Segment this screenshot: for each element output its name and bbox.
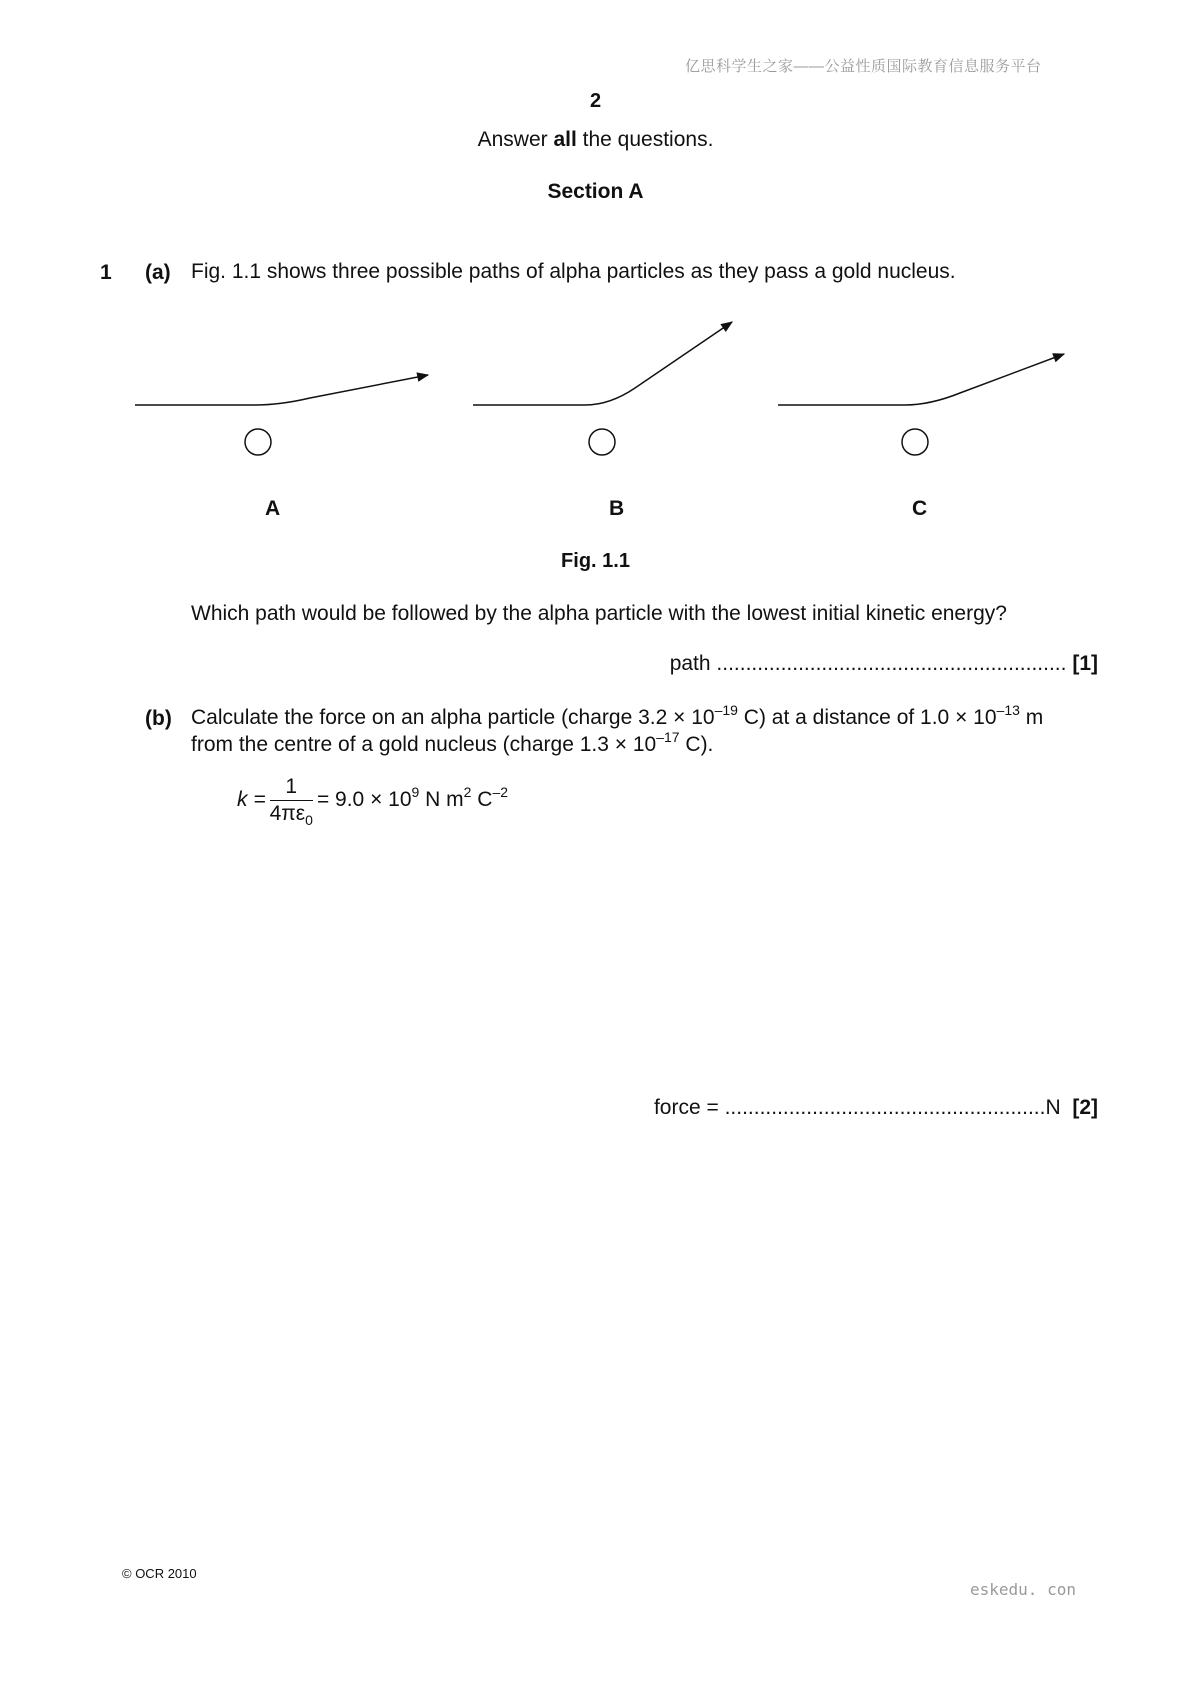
formula-numerator: 1 [270,775,313,801]
section-title: Section A [547,180,644,203]
part-a-marks: [1] [1072,652,1098,675]
formula-fraction [270,775,313,826]
instruction [0,128,1191,152]
part-b-exp-3: –17 [656,729,680,745]
figure-caption: Fig. 1.1 [561,550,630,572]
part-b-exp-1: –19 [714,702,738,718]
part-a-text: Fig. 1.1 shows three possible paths of alpha particles as they pass a gold nucleus. [191,260,956,283]
part-b-text [191,704,1098,758]
formula-rhs-c: C [471,788,493,812]
part-a-answer-prefix: path [669,652,711,675]
nucleus-c [902,429,928,455]
part-b-line-1-c: m [1019,706,1044,729]
nucleus-a [245,429,271,455]
part-a-answer-blank[interactable]: ............................................................ [716,652,1067,675]
instruction-pre: Answer [477,128,554,151]
part-b-line-2-a: from the centre of a gold nucleus (charge 1.3 × 10 [191,733,657,756]
formula-denominator-sub: 0 [305,812,313,828]
part-a-label: (a) [145,261,171,284]
path-label-c: C [912,497,928,520]
formula-rhs-exp-1: 9 [411,784,420,801]
formula-rhs-a: = 9.0 × 10 [316,788,412,812]
formula-rhs-b: N m [419,788,464,812]
instruction-bold: all [553,128,577,151]
coulomb-constant-formula [237,775,508,826]
question-number: 1 [100,261,112,284]
formula-denominator-text: 4πε [269,802,306,825]
part-b-answer-unit: N [1045,1096,1061,1119]
nucleus-b [589,429,615,455]
part-b-exp-2: –13 [996,702,1020,718]
copyright-footer: © OCR 2010 [122,1566,197,1581]
part-b-line-2 [191,731,1098,758]
formula-rhs-exp-3: –2 [492,784,509,801]
path-a-trajectory [135,375,428,405]
instruction-post: the questions. [576,128,714,151]
path-label-b: B [609,497,625,520]
part-a-prompt: Which path would be followed by the alpha particle with the lowest initial kinetic energy? [191,602,1007,625]
path-c-trajectory [778,354,1064,405]
part-b-answer-line [654,1096,1098,1120]
part-b-line-1 [191,704,1098,731]
part-b-answer-prefix: force = [653,1096,719,1119]
part-b-line-1-a: Calculate the force on an alpha particle (charge 3.2 × 10 [191,706,715,729]
part-b-answer-blank[interactable]: ....................................................... [724,1096,1046,1119]
path-b-trajectory [473,322,732,405]
formula-lhs: k = [237,788,266,812]
part-b-line-2-b: C). [679,733,714,756]
watermark-header: 亿思科学生之家——公益性质国际教育信息服务平台 [685,58,1042,75]
page-number: 2 [589,90,602,112]
watermark-footer: eskedu. con [970,1580,1076,1599]
part-b-line-1-b: C) at a distance of 1.0 × 10 [737,706,997,729]
part-b-label: (b) [145,707,172,730]
formula-rhs-exp-2: 2 [463,784,472,801]
part-b-marks: [2] [1072,1096,1098,1119]
part-a-answer-line [670,652,1098,676]
fig-1-1-diagram [0,300,1191,470]
formula-denominator [270,801,313,826]
path-label-a: A [265,497,281,520]
